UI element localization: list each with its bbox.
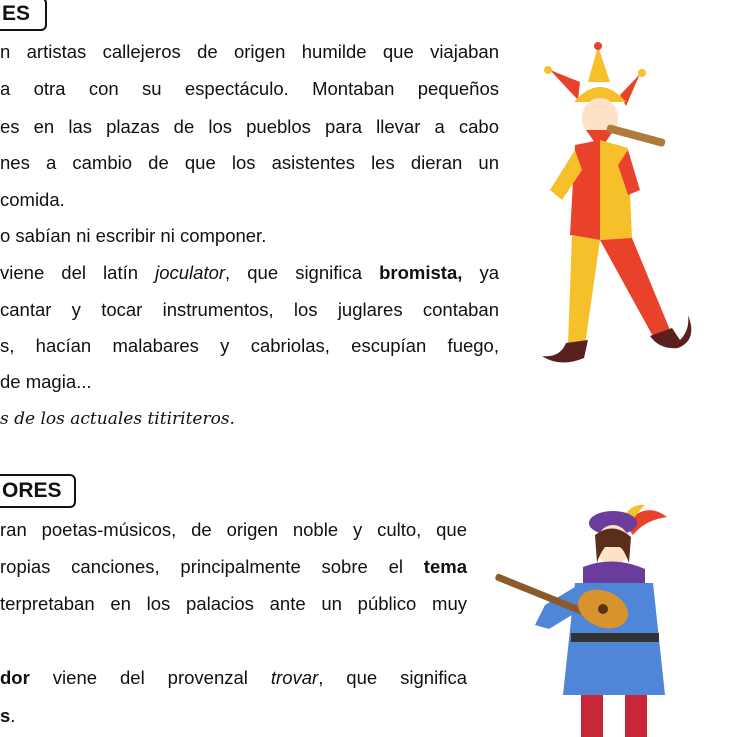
- section-label-juglares: [0, 0, 47, 31]
- bold-term: dor: [0, 667, 30, 688]
- paragraph-line: nes a cambio de que los asistentes les dieran un: [0, 152, 499, 173]
- paragraph-line: terpretaban en los palacios ante un público muy: [0, 593, 467, 614]
- section-label-text: ES: [2, 2, 31, 25]
- jester-illustration: [530, 40, 695, 375]
- paragraph-line: n artistas callejeros de origen humilde que viajaban: [0, 41, 499, 62]
- paragraph-line: ropias canciones, principalmente sobre el tema: [0, 556, 467, 577]
- paragraph-line: de magia...: [0, 371, 92, 392]
- paragraph-line: es en las plazas de los pueblos para llevar a cabo: [0, 116, 499, 137]
- paragraph-line: o sabían ni escribir ni componer.: [0, 225, 267, 246]
- etymology-line: dor viene del provenzal trovar, que significa: [0, 667, 467, 688]
- paragraph-line: cantar y tocar instrumentos, los juglares contaban: [0, 299, 499, 320]
- paragraph-line: ran poetas-músicos, de origen noble y culto, que: [0, 519, 467, 540]
- latin-term: joculator: [155, 262, 226, 283]
- paragraph-line: a otra con su espectáculo. Montaban pequeños: [0, 78, 499, 99]
- bold-term: bromista,: [379, 262, 463, 283]
- bold-term: tema: [423, 556, 467, 577]
- troubadour-illustration: [495, 495, 675, 737]
- section-label-trovadores: [0, 474, 76, 508]
- paragraph-line: s, hacían malabares y cabriolas, escupían fuego,: [0, 335, 499, 356]
- bold-term: s: [0, 705, 11, 726]
- etymology-line: viene del latín joculator, que significa bromista, ya: [0, 262, 500, 283]
- section-label-text: ORES: [2, 479, 62, 502]
- handwritten-note: s de los actuales titiriteros.: [0, 409, 235, 429]
- provenzal-term: trovar: [270, 667, 319, 688]
- paragraph-line: comida.: [0, 189, 65, 210]
- paragraph-line: s.: [0, 705, 16, 726]
